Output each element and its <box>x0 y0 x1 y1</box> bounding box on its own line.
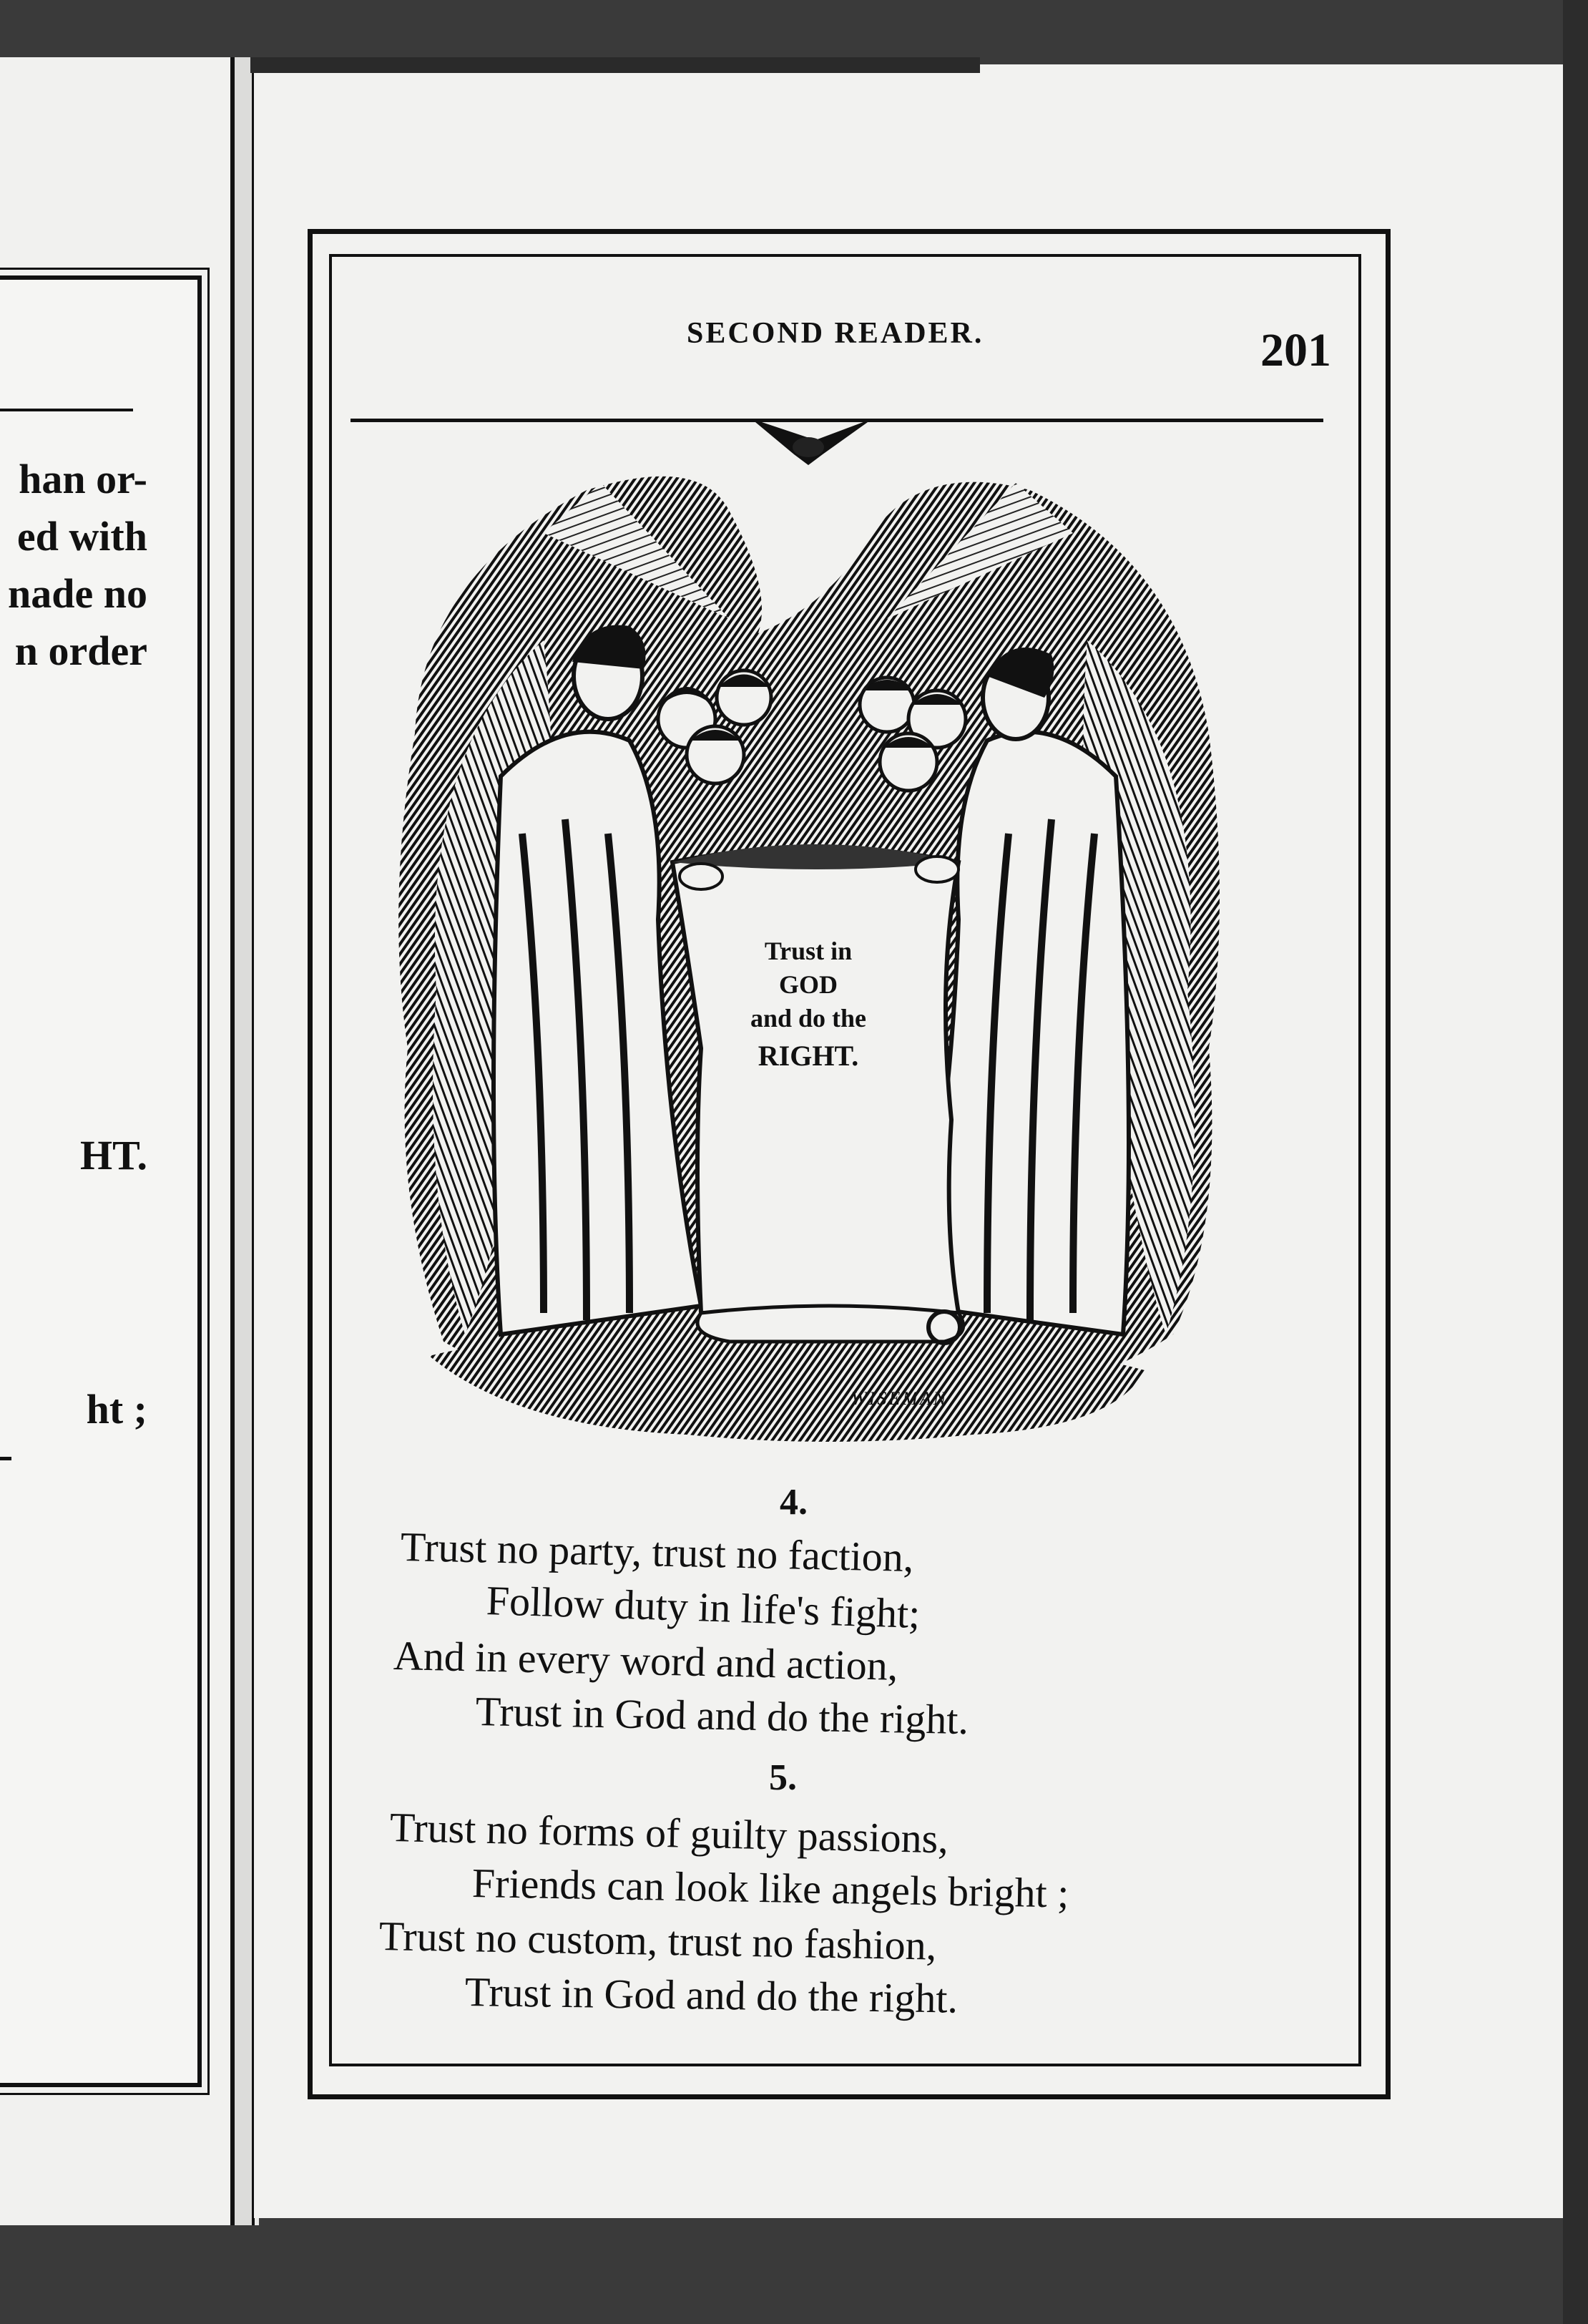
previous-page-line: HT. <box>80 1132 147 1178</box>
background-edge <box>1563 0 1588 2324</box>
stanza-number: 5. <box>769 1757 797 1798</box>
scroll-inscription: RIGHT. <box>758 1040 859 1072</box>
poem-line: Trust no custom, trust no fashion, <box>378 1913 937 1969</box>
poem-line: Trust no party, trust no faction, <box>400 1523 914 1581</box>
angels-engraving <box>329 404 1302 1449</box>
running-head: SECOND READER. <box>687 317 984 350</box>
poem-line: Follow duty in life's fight; <box>485 1577 921 1638</box>
poem-line: Friends can look like angels bright ; <box>471 1860 1069 1917</box>
page-number: 201 <box>1260 324 1331 376</box>
scroll-inscription: Trust in <box>764 937 853 965</box>
scroll-inscription: and do the <box>750 1004 867 1032</box>
previous-page-line: ed with <box>16 513 147 560</box>
scroll-inscription: GOD <box>778 970 838 999</box>
engraver-signature: WISEMAN <box>851 1388 949 1409</box>
poem-line: And in every word and action, <box>393 1632 898 1689</box>
stanza-number: 4. <box>780 1482 808 1523</box>
poem-line: Trust no forms of guilty passions, <box>389 1804 949 1862</box>
previous-page-dash <box>0 1457 11 1460</box>
previous-page-frame <box>0 275 202 2087</box>
poem-line: Trust in God and do the right. <box>464 1968 959 2022</box>
previous-page-line: han or- <box>19 456 147 502</box>
previous-page-line: ht ; <box>86 1386 147 1432</box>
page-edge-shadow <box>250 57 980 73</box>
previous-page-rule <box>0 409 133 411</box>
previous-page-line: nade no <box>7 570 147 617</box>
poem-line: Trust in God and do the right. <box>475 1688 969 1744</box>
dove-icon <box>751 419 873 465</box>
previous-page <box>0 57 243 2225</box>
previous-page-line: n order <box>14 628 147 674</box>
